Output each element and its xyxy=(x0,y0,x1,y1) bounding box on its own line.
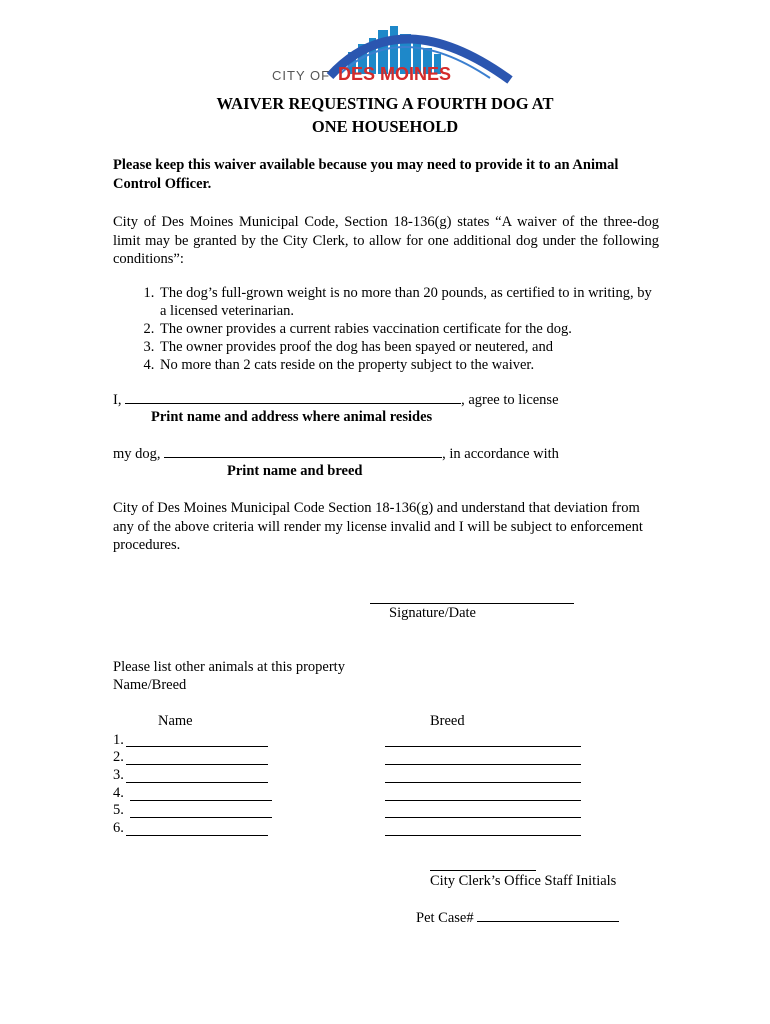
row-number: 2. xyxy=(113,749,124,765)
condition-item: 4. No more than 2 cats reside on the property subject to the waiver. xyxy=(158,356,659,374)
row-number: 4. xyxy=(113,785,124,801)
breed-column-header: Breed xyxy=(430,713,465,729)
animal-breed-field[interactable] xyxy=(385,764,581,765)
animals-prompt: Please list other animals at this property xyxy=(113,659,345,675)
row-number: 5. xyxy=(113,802,124,818)
condition-item: 3. The owner provides proof the dog has been spayed or neutered, and xyxy=(158,338,659,356)
dog-suffix: , in accordance with xyxy=(442,446,559,462)
name-address-caption: Print name and address where animal resides xyxy=(151,409,433,425)
staff-initials-line[interactable] xyxy=(430,870,536,871)
condition-item: 2. The owner provides a current rabies vaccination certificate for the dog. xyxy=(158,320,659,338)
conditions-list-wrap xyxy=(113,284,659,374)
city-logo xyxy=(270,8,520,90)
animal-breed-field[interactable] xyxy=(385,835,581,836)
dog-name-breed-caption: Print name and breed xyxy=(227,463,363,479)
signature-label: Signature/Date xyxy=(389,605,476,621)
page-title-line1: WAIVER REQUESTING A FOURTH DOG AT xyxy=(216,94,554,113)
animal-name-field[interactable] xyxy=(126,764,268,765)
dog-row xyxy=(113,445,673,463)
agree-row xyxy=(113,391,673,409)
animal-name-field[interactable] xyxy=(126,782,268,783)
dog-name-breed-field[interactable] xyxy=(164,445,442,458)
pet-case-field[interactable] xyxy=(477,909,619,922)
animals-subprompt: Name/Breed xyxy=(113,677,187,693)
animal-breed-field[interactable] xyxy=(385,800,581,801)
row-number: 3. xyxy=(113,767,124,783)
conditions-list xyxy=(113,284,659,374)
row-number: 1. xyxy=(113,732,124,748)
name-address-field[interactable] xyxy=(125,391,461,404)
animal-breed-field[interactable] xyxy=(385,746,581,747)
condition-item: 1. The dog’s full-grown weight is no more than 20 pounds, as certified to in writing, by a licensed veterinarian. xyxy=(158,284,659,320)
logo-des-moines: DES MOINES xyxy=(338,64,452,84)
notice-text: Please keep this waiver available because you may need to provide it to an Animal Control Officer. xyxy=(113,157,619,192)
staff-initials-label: City Clerk’s Office Staff Initials xyxy=(430,873,617,889)
animal-name-field[interactable] xyxy=(130,800,272,801)
animal-breed-field[interactable] xyxy=(385,817,581,818)
pet-case-label: Pet Case# xyxy=(416,910,474,926)
animal-name-field[interactable] xyxy=(126,746,268,747)
animal-name-field[interactable] xyxy=(130,817,272,818)
closing-text: City of Des Moines Municipal Code Section 18-136(g) and understand that deviation from any of the above criteria will render my license invalid and I will be subject to enforcement procedures. xyxy=(113,500,643,553)
pet-case-row xyxy=(416,909,619,927)
intro-text: City of Des Moines Municipal Code, Section 18-136(g) states “A waiver of the three-dog limit may be granted by the City Clerk, to allow for one additional dog under the following conditions”: xyxy=(113,214,659,267)
signature-line[interactable] xyxy=(370,603,574,604)
dog-prefix: my dog, xyxy=(113,446,161,462)
agree-prefix: I, xyxy=(113,392,122,408)
row-number: 6. xyxy=(113,820,124,836)
animal-name-field[interactable] xyxy=(126,835,268,836)
logo-city-of: CITY OF xyxy=(272,68,331,83)
page-title-line2: ONE HOUSEHOLD xyxy=(311,117,459,136)
name-column-header: Name xyxy=(158,713,193,729)
agree-suffix: , agree to license xyxy=(461,392,559,408)
animal-breed-field[interactable] xyxy=(385,782,581,783)
